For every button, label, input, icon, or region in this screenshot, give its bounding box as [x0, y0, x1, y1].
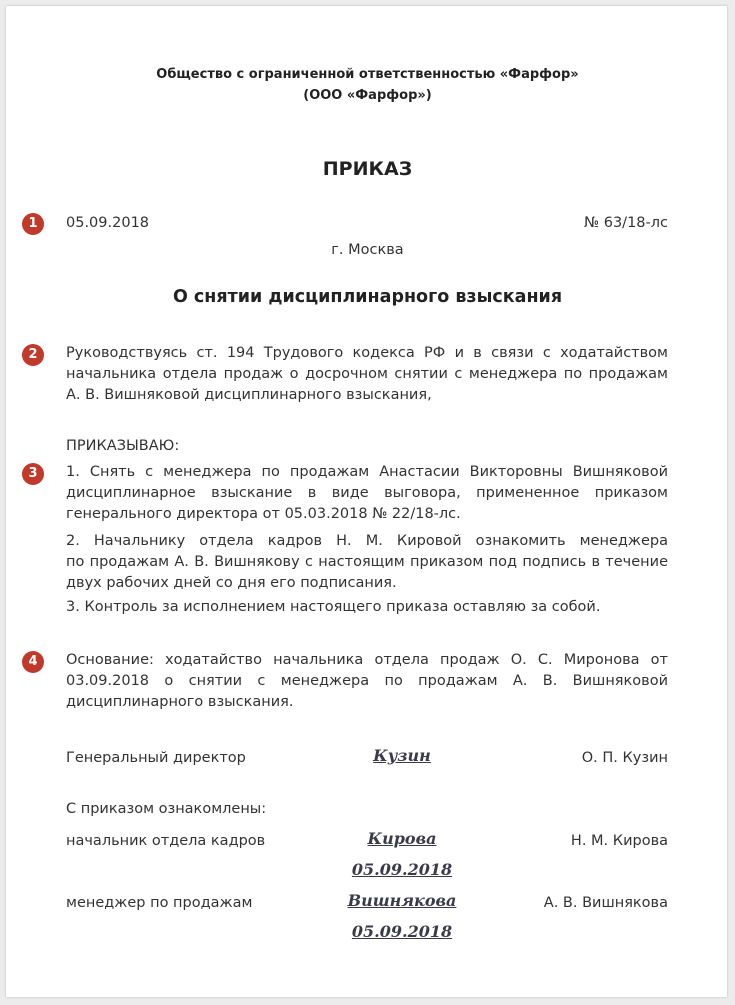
marker-2: 2 [22, 344, 44, 366]
manager-sign-date: 05.09.2018 [351, 922, 453, 941]
document-title: ПРИКАЗ [322, 158, 413, 180]
document-subject: О снятии дисциплинарного взыскания [172, 287, 563, 307]
organization-full-name: Общество с ограниченной ответственностью «Фарфор» [156, 67, 579, 82]
order-item-line: 2. Начальнику отдела кадров Н. М. Кировой ознакомить менеджера [66, 533, 668, 549]
marker-1: 1 [22, 213, 44, 235]
order-item-3: 3. Контроль за исполнением настоящего приказа оставляю за собой. [66, 599, 601, 615]
basis-line: Основание: ходатайство начальника отдела продаж О. С. Миронова от [66, 652, 668, 668]
manager-signature: Вишнякова [347, 891, 457, 910]
director-name: О. П. Кузин [581, 750, 668, 766]
order-item-2 [66, 531, 668, 594]
hr-head-signature: Кирова [367, 829, 437, 848]
marker-3: 3 [22, 463, 44, 485]
manager-position: менеджер по продажам [66, 895, 253, 911]
manager-name: А. В. Вишнякова [543, 895, 668, 911]
order-item-line: дисциплинарное взыскание в виде выговора, примененное приказом [66, 485, 668, 501]
preamble-line: начальника отдела продаж о досрочном снятии с менеджера по продажам [66, 366, 668, 382]
document-date: 05.09.2018 [66, 215, 150, 231]
director-position: Генеральный директор [66, 750, 246, 766]
order-item-line: двух рабочих дней со дня его подписания. [66, 575, 397, 591]
hr-head-name: Н. М. Кирова [570, 833, 668, 849]
order-item-1 [66, 462, 668, 525]
order-item-line: по продажам А. В. Вишнякову с настоящим приказом под подпись в течение [66, 554, 668, 570]
order-word: ПРИКАЗЫВАЮ: [66, 438, 180, 454]
hr-head-position: начальник отдела кадров [66, 833, 266, 849]
order-item-line: генерального директора от 05.03.2018 № 22/18-лс. [66, 506, 461, 522]
preamble-line: А. В. Вишняковой дисциплинарного взыскания, [66, 387, 432, 403]
marker-4: 4 [22, 651, 44, 673]
director-signature: Кузин [373, 746, 431, 765]
preamble-line: Руководствуясь ст. 194 Трудового кодекса РФ и в связи с ходатайством [66, 345, 668, 361]
acknowledged-label: С приказом ознакомлены: [66, 801, 267, 817]
basis-line: 03.09.2018 о снятии с менеджера по продажам А. В. Вишняковой [66, 673, 668, 689]
organization-short-name: (ООО «Фарфор») [303, 88, 432, 103]
document-city: г. Москва [331, 242, 404, 258]
order-item-line: 1. Снять с менеджера по продажам Анастасии Викторовны Вишняковой [66, 464, 668, 480]
basis [66, 650, 668, 713]
hr-head-sign-date: 05.09.2018 [351, 860, 453, 879]
basis-line: дисциплинарного взыскания. [66, 694, 294, 710]
preamble [66, 343, 668, 406]
document-number: № 63/18-лс [584, 215, 668, 231]
